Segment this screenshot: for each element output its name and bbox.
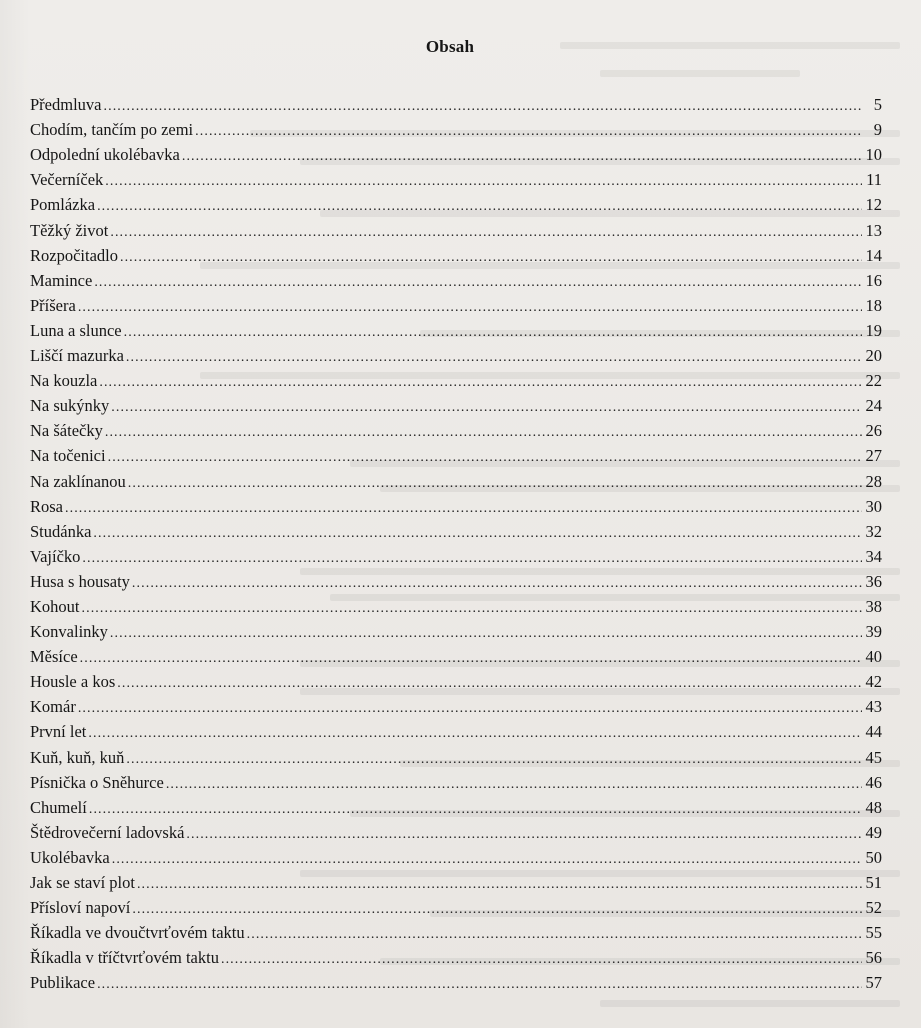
- dot-leader: [126, 346, 862, 366]
- dot-leader: [112, 848, 862, 868]
- toc-entry-title: Jak se staví plot: [30, 873, 135, 892]
- toc-entry: [30, 968, 882, 993]
- toc-entry-page-number: 14: [865, 245, 882, 265]
- toc-entry-title: Říkadla v tříčtvrťovém taktu: [30, 948, 219, 968]
- dot-leader: [78, 697, 862, 717]
- toc-entry-page-number: 5: [873, 95, 882, 115]
- toc-entry-page-number: 9: [873, 120, 882, 140]
- table-of-contents: [30, 90, 882, 993]
- toc-entry-page-number: 52: [865, 898, 882, 918]
- toc-entry-title: Na zaklínanou: [30, 471, 126, 491]
- toc-entry: [30, 567, 882, 592]
- dot-leader: [97, 195, 862, 215]
- toc-entry-title: Na šátečky: [30, 421, 103, 441]
- toc-entry: [30, 366, 882, 391]
- dot-leader: [104, 95, 863, 115]
- toc-entry: [30, 441, 882, 466]
- toc-entry-title: Štědrovečerní ladovská: [30, 822, 185, 842]
- toc-entry-title: Rosa: [30, 496, 63, 516]
- toc-entry-title: Písnička o Sněhurce: [30, 772, 164, 792]
- dot-leader: [132, 898, 862, 918]
- toc-entry: [30, 241, 882, 266]
- toc-entry-page-number: 34: [865, 546, 882, 566]
- toc-entry-page-number: 36: [865, 571, 882, 591]
- dot-leader: [108, 446, 862, 466]
- dot-leader: [124, 321, 862, 341]
- toc-entry-title: Chumelí: [30, 797, 87, 817]
- toc-entry: [30, 517, 882, 542]
- dot-leader: [80, 647, 862, 667]
- toc-entry-title: Odpolední ukolébavka: [30, 145, 180, 165]
- toc-entry-page-number: 26: [865, 421, 882, 441]
- toc-entry: [30, 843, 882, 868]
- dot-leader: [88, 722, 862, 742]
- toc-entry-page-number: 39: [865, 622, 882, 642]
- toc-entry-title: Pomlázka: [30, 195, 96, 215]
- toc-entry-title: Ukolébavka: [30, 847, 110, 867]
- toc-entry: [30, 492, 882, 517]
- toc-entry-page-number: 28: [865, 471, 882, 491]
- dot-leader: [89, 798, 862, 818]
- toc-entry-page-number: 19: [865, 320, 882, 340]
- toc-entry: [30, 692, 882, 717]
- dot-leader: [128, 472, 862, 492]
- dot-leader: [195, 120, 862, 140]
- dot-leader: [105, 170, 862, 190]
- toc-entry-title: Těžký život: [30, 220, 109, 240]
- toc-entry-title: Na sukýnky: [30, 396, 110, 416]
- toc-entry-title: Měsíce: [30, 647, 78, 667]
- toc-entry-page-number: 18: [865, 295, 882, 315]
- toc-entry: [30, 341, 882, 366]
- toc-entry-title: Komár: [30, 697, 76, 717]
- toc-entry-page-number: 12: [865, 195, 882, 215]
- toc-entry-page-number: 45: [865, 747, 882, 767]
- toc-entry-page-number: 57: [865, 973, 882, 993]
- toc-entry: [30, 642, 882, 667]
- toc-entry: [30, 667, 882, 692]
- dot-leader: [111, 396, 862, 416]
- toc-entry-page-number: 20: [865, 346, 882, 366]
- dot-leader: [126, 748, 862, 768]
- toc-entry: [30, 943, 882, 968]
- dot-leader: [105, 421, 862, 441]
- dot-leader: [78, 296, 862, 316]
- toc-entry: [30, 466, 882, 491]
- toc-entry: [30, 617, 882, 642]
- toc-entry: [30, 165, 882, 190]
- dot-leader: [117, 672, 862, 692]
- toc-entry-page-number: 49: [865, 822, 882, 842]
- toc-entry: [30, 291, 882, 316]
- toc-entry-title: Husa s housaty: [30, 571, 130, 591]
- toc-entry-title: Kuň, kuň, kuň: [30, 747, 125, 767]
- toc-entry: [30, 266, 882, 291]
- toc-entry-page-number: 51: [865, 873, 882, 892]
- dot-leader: [182, 145, 862, 165]
- toc-entry-title: Na kouzla: [30, 371, 98, 391]
- dot-leader: [99, 371, 862, 391]
- toc-entry-title: Předmluva: [30, 95, 102, 115]
- toc-entry: [30, 190, 882, 215]
- toc-entry-title: Vajíčko: [30, 546, 81, 566]
- toc-entry-title: Kohout: [30, 596, 80, 616]
- toc-entry-page-number: 27: [865, 446, 882, 466]
- toc-entry-page-number: 40: [865, 647, 882, 667]
- dot-leader: [221, 948, 862, 968]
- dot-leader: [120, 246, 862, 266]
- toc-entry-page-number: 44: [865, 722, 882, 742]
- toc-entry-page-number: 56: [865, 948, 882, 968]
- toc-entry: [30, 893, 882, 918]
- dot-leader: [137, 873, 862, 893]
- dot-leader: [110, 622, 862, 642]
- toc-entry-page-number: 50: [865, 847, 882, 867]
- toc-entry: [30, 818, 882, 843]
- toc-entry-page-number: 32: [865, 521, 882, 541]
- toc-entry-title: Příšera: [30, 295, 76, 315]
- toc-entry: [30, 391, 882, 416]
- toc-entry-page-number: 38: [865, 596, 882, 616]
- toc-entry: [30, 592, 882, 617]
- toc-entry-page-number: 16: [865, 270, 882, 290]
- toc-entry: [30, 215, 882, 240]
- dot-leader: [247, 923, 862, 943]
- dot-leader: [110, 221, 862, 241]
- dot-leader: [65, 497, 862, 517]
- toc-entry-title: Přísloví napoví: [30, 898, 131, 918]
- toc-entry-title: Liščí mazurka: [30, 346, 124, 366]
- toc-entry-title: Na točenici: [30, 446, 106, 466]
- dot-leader: [94, 271, 862, 291]
- toc-entry: [30, 542, 882, 567]
- dot-leader: [93, 522, 862, 542]
- page-title: Obsah: [425, 37, 475, 56]
- toc-entry-title: Večerníček: [30, 170, 104, 190]
- toc-entry-title: Říkadla ve dvoučtvrťovém taktu: [30, 923, 245, 943]
- toc-entry-page-number: 42: [865, 672, 882, 692]
- toc-entry-title: Mamince: [30, 270, 93, 290]
- toc-entry-title: Housle a kos: [30, 672, 116, 692]
- dot-leader: [186, 823, 862, 843]
- toc-entry-page-number: 48: [865, 797, 882, 817]
- toc-entry-title: Chodím, tančím po zemi: [30, 120, 194, 140]
- toc-entry-page-number: 55: [865, 923, 882, 943]
- toc-entry-title: Luna a slunce: [30, 320, 122, 340]
- dot-leader: [166, 773, 862, 793]
- dot-leader: [82, 597, 863, 617]
- toc-entry: [30, 717, 882, 742]
- toc-entry-page-number: 30: [865, 496, 882, 516]
- toc-entry-page-number: 24: [865, 396, 882, 416]
- toc-entry: [30, 90, 882, 115]
- dot-leader: [97, 973, 862, 993]
- toc-entry-title: První let: [30, 722, 87, 742]
- toc-entry-page-number: 10: [865, 145, 882, 165]
- toc-entry-page-number: 11: [866, 170, 882, 190]
- toc-entry: [30, 316, 882, 341]
- dot-leader: [132, 572, 862, 592]
- toc-entry-page-number: 13: [865, 220, 882, 240]
- toc-entry: [30, 416, 882, 441]
- toc-entry: [30, 768, 882, 793]
- toc-entry: [30, 115, 882, 140]
- toc-entry: [30, 742, 882, 767]
- toc-entry: [30, 868, 882, 893]
- toc-entry-title: Studánka: [30, 521, 92, 541]
- toc-entry: [30, 140, 882, 165]
- toc-entry: [30, 793, 882, 818]
- toc-entry-page-number: 43: [865, 697, 882, 717]
- dot-leader: [82, 547, 862, 567]
- toc-entry-page-number: 46: [865, 772, 882, 792]
- toc-entry-title: Rozpočitadlo: [30, 245, 118, 265]
- toc-entry-title: Publikace: [30, 973, 96, 993]
- toc-entry-page-number: 22: [865, 371, 882, 391]
- toc-entry: [30, 918, 882, 943]
- toc-entry-title: Konvalinky: [30, 622, 108, 642]
